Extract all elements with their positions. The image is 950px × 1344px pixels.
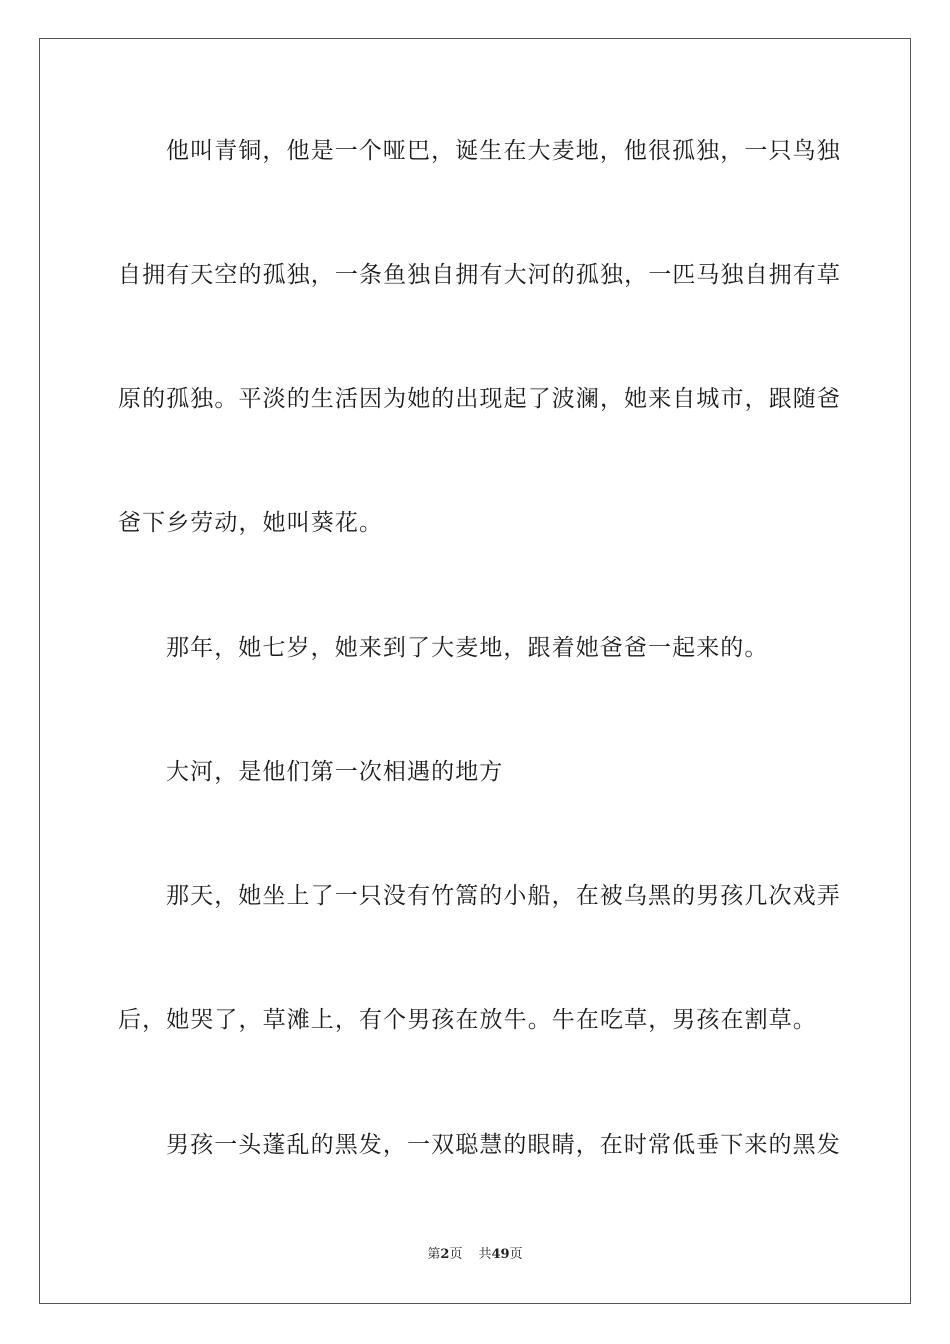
text-line-6: 大河，是他们第一次相遇的地方 xyxy=(166,759,504,785)
page-border xyxy=(39,38,911,1304)
total-pages: 49 xyxy=(491,1247,510,1262)
page-suffix: 页 xyxy=(449,1247,463,1262)
text-line-2: 自拥有天空的孤独，一条鱼独自拥有大河的孤独，一匹马独自拥有草 xyxy=(118,262,841,288)
text-line-9: 男孩一头蓬乱的黑发，一双聪慧的眼睛，在时常低垂下来的黑发 xyxy=(166,1132,841,1158)
text-line-1: 他叫青铜，他是一个哑巴，诞生在大麦地，他很孤独，一只鸟独 xyxy=(166,138,841,164)
page-prefix: 第 xyxy=(427,1247,441,1262)
text-line-4: 爸下乡劳动，她叫葵花。 xyxy=(118,510,384,536)
text-line-8: 后，她哭了，草滩上，有个男孩在放牛。牛在吃草，男孩在割草。 xyxy=(118,1007,817,1033)
page-number: 2 xyxy=(440,1247,450,1262)
text-line-5: 那年，她七岁，她来到了大麦地，跟着她爸爸一起来的。 xyxy=(166,635,769,661)
text-line-7: 那天，她坐上了一只没有竹篙的小船，在被乌黑的男孩几次戏弄 xyxy=(166,883,841,909)
total-suffix: 页 xyxy=(509,1247,523,1262)
total-prefix: 共 xyxy=(478,1247,492,1262)
page-footer xyxy=(0,1246,950,1264)
text-line-3: 原的孤独。平淡的生活因为她的出现起了波澜，她来自城市，跟随爸 xyxy=(118,386,841,412)
